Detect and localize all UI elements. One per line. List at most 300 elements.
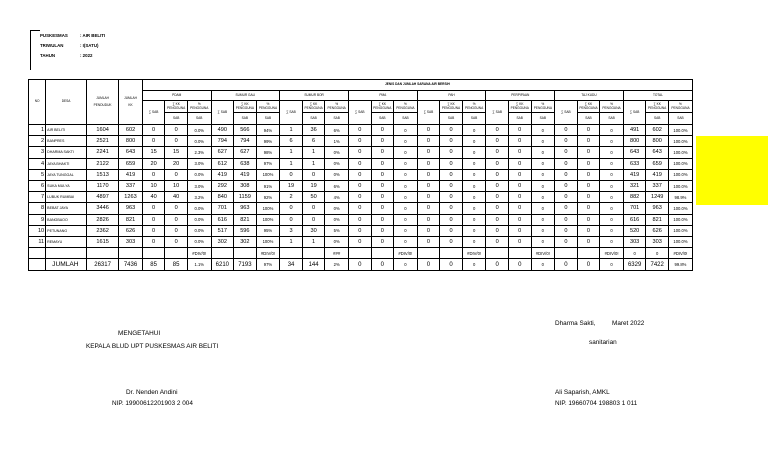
row-value: 0 (577, 147, 600, 158)
sub-sab-label: ∑ SAB (286, 109, 296, 114)
sub-kk-label-2: PENGGUNA (441, 105, 461, 110)
row-value: 0 (486, 169, 509, 180)
row-value: 3.2% (187, 192, 211, 203)
sub-sab-footer: SAB (646, 113, 669, 125)
row-value: 0 (302, 214, 325, 225)
total-no (29, 259, 46, 271)
row-value: 19 (302, 180, 325, 191)
row-value: 0 (508, 214, 531, 225)
row-value: 0 (462, 169, 486, 180)
sub-pct-label-2: PENGGUNA (464, 105, 484, 110)
row-value: 0 (280, 169, 303, 180)
row-value: 3.0% (187, 180, 211, 191)
row-value: 638 (234, 158, 257, 169)
row-value: 627 (211, 147, 234, 158)
row-value: 0 (555, 192, 578, 203)
row-value: 321 (623, 180, 646, 191)
category-sumur-bor: SUMUR BOR (280, 91, 349, 101)
row-value: 0 (531, 203, 555, 214)
row-value: 0 (394, 169, 418, 180)
row-value: 0 (486, 225, 509, 236)
row-value: 643 (646, 147, 669, 158)
row-value: 0.0% (187, 169, 211, 180)
total-value: 0 (394, 259, 418, 271)
row-value: 0 (371, 169, 394, 180)
sub-sab-footer: SAB (577, 113, 600, 125)
row-value: 0 (440, 136, 463, 147)
row-value: 602 (646, 125, 669, 136)
row-value: 0 (600, 236, 624, 247)
col-jumlah-penduduk-l2: PENDUDUK (93, 102, 112, 107)
row-value: 1249 (646, 192, 669, 203)
row-value: 0 (555, 147, 578, 158)
row-value: 419 (646, 169, 669, 180)
row-value: 0 (348, 158, 371, 169)
row-value: 100% (256, 214, 280, 225)
row-value: 627 (234, 147, 257, 158)
total-value: 2% (325, 259, 349, 271)
row-value: 0 (555, 158, 578, 169)
total-value: 0 (462, 259, 486, 271)
row-penduduk: 1615 (86, 236, 118, 247)
sub-sab-footer: SAB (668, 113, 692, 125)
row-value: 3 (280, 225, 303, 236)
total-value: 0 (486, 259, 509, 271)
row-value: 0 (394, 180, 418, 191)
row-value: 6% (325, 125, 349, 136)
row-value: 0 (508, 192, 531, 203)
sub-pct-header (325, 101, 349, 113)
row-value: 1159 (234, 192, 257, 203)
sub-kk-label-2: PENGGUNA (304, 105, 323, 110)
row-value: 701 (623, 203, 646, 214)
sign-left-nip: NIP. 19900612201903 2 004 (112, 400, 193, 407)
row-value: 0 (577, 225, 600, 236)
sub-pct-label: % (197, 102, 201, 107)
row-value: 0 (394, 147, 418, 158)
blank-row-value: #DIV/0! (256, 248, 280, 259)
row-penduduk: 2826 (86, 214, 118, 225)
row-value: 0 (462, 203, 486, 214)
sign-right-place: Dharma Sakti, (555, 320, 596, 327)
row-value: 15 (165, 147, 188, 158)
row-value: 0 (508, 147, 531, 158)
row-value: 40 (142, 192, 165, 203)
row-value: 800 (646, 136, 669, 147)
sub-pct-label-2: PENGGUNA (602, 105, 621, 110)
row-value: 963 (234, 203, 257, 214)
row-value: 0 (142, 236, 165, 247)
total-penduduk: 26317 (86, 259, 118, 271)
blank-row-value (486, 248, 509, 259)
row-value: 0 (348, 225, 371, 236)
total-value: 6210 (211, 259, 234, 271)
row-value: 0 (486, 236, 509, 247)
header-value-puskesmas: : AIR BELITI (80, 33, 106, 38)
row-value: 616 (211, 214, 234, 225)
blank-row-value (165, 248, 188, 259)
water-facility-table (28, 79, 693, 271)
row-value: 794 (234, 136, 257, 147)
sub-kk-label-2: PENGGUNA (235, 105, 254, 110)
header-value-tahun: : 2022 (80, 53, 93, 58)
row-value: 97% (256, 158, 280, 169)
row-value: 0 (371, 136, 394, 147)
row-value: 0 (577, 203, 600, 214)
row-kk: 643 (119, 147, 143, 158)
row-value: 0.0% (187, 203, 211, 214)
row-value: 99% (256, 136, 280, 147)
sub-pct-label: % (610, 102, 613, 107)
row-value: 0 (600, 180, 624, 191)
col-jumlah-kk (119, 80, 143, 125)
sub-kk-label-2: PENGGUNA (579, 105, 598, 110)
row-no: 7 (29, 192, 46, 203)
row-value: 633 (623, 158, 646, 169)
row-value: 0 (440, 125, 463, 136)
row-value: 0 (142, 125, 165, 136)
row-value: 0 (508, 125, 531, 136)
sign-right-name: Ali Saparish, AMKL (555, 389, 610, 396)
row-value: 626 (646, 225, 669, 236)
sub-pct-label: % (335, 102, 339, 107)
row-value: 0 (508, 180, 531, 191)
blank-row-value: 0 (623, 248, 646, 259)
total-value: 7193 (234, 259, 257, 271)
row-value: 419 (211, 169, 234, 180)
row-value: 1% (325, 136, 349, 147)
category-total: TOTAL (623, 91, 692, 101)
blank-row-value (555, 248, 578, 259)
row-desa: BANPRES (46, 136, 87, 147)
row-value: 616 (623, 214, 646, 225)
header-row-group (29, 80, 693, 91)
row-value: 0 (462, 214, 486, 225)
sign-right-nip: NIP. 19660704 198803 1 011 (555, 400, 638, 407)
blank-row-value (508, 248, 531, 259)
row-value: 0 (371, 180, 394, 191)
row-desa: SUKA MULYA (46, 180, 87, 191)
row-value: 0 (577, 192, 600, 203)
sub-pct-label-2: PENGGUNA (190, 105, 209, 110)
row-value: 882 (623, 192, 646, 203)
row-value: 10 (165, 180, 188, 191)
row-value: 0 (142, 169, 165, 180)
sub-sab-footer: SAB (440, 113, 463, 125)
row-kk: 303 (119, 236, 143, 247)
row-kk: 821 (119, 214, 143, 225)
row-value: 821 (234, 214, 257, 225)
sub-sab-footer: SAB (394, 113, 418, 125)
row-kk: 337 (119, 180, 143, 191)
row-value: 92% (256, 192, 280, 203)
row-value: 0 (577, 136, 600, 147)
row-value: 0 (417, 192, 440, 203)
row-value: 0 (348, 214, 371, 225)
sub-sab-footer: SAB (531, 113, 555, 125)
sub-sab-label: ∑ SAB (148, 109, 159, 114)
row-no: 11 (29, 236, 46, 247)
row-value: 0 (531, 225, 555, 236)
row-value: 337 (646, 180, 669, 191)
header-label-tahun: TAHUN (40, 53, 56, 58)
sub-kk-label: ∑ KK (516, 102, 524, 107)
row-value: 0.0% (187, 236, 211, 247)
blank-row-value (211, 248, 234, 259)
row-value: 50 (302, 192, 325, 203)
row-value: 0 (508, 169, 531, 180)
table-row (29, 192, 693, 203)
row-value: 1 (302, 158, 325, 169)
blank-row-value: #DIV/0! (668, 248, 692, 259)
group-title: JENIS DAN JUMLAH SARANA AIR BERSIH (142, 80, 692, 91)
row-value: 1 (302, 147, 325, 158)
row-value: 0 (531, 180, 555, 191)
blank-row-value (348, 248, 371, 259)
row-value: 303 (623, 236, 646, 247)
sub-pct-header (531, 101, 555, 113)
row-no: 2 (29, 136, 46, 147)
sub-pct-label-2: PENGGUNA (671, 105, 690, 110)
row-value: 1 (280, 125, 303, 136)
row-value: 0 (555, 225, 578, 236)
sign-left-knowing: MENGETAHUI (118, 330, 161, 337)
row-value: 0 (371, 236, 394, 247)
row-value: 100.0% (668, 147, 692, 158)
row-value: 963 (646, 203, 669, 214)
total-value: 1.1% (187, 259, 211, 271)
row-value: 100% (256, 169, 280, 180)
row-value: 0 (417, 158, 440, 169)
table-row (29, 125, 693, 136)
row-desa: PETUNANG (46, 225, 87, 236)
row-value: 0 (165, 169, 188, 180)
row-value: 0 (600, 203, 624, 214)
row-value: 800 (623, 136, 646, 147)
row-value: 0 (555, 214, 578, 225)
row-value: 0 (394, 136, 418, 147)
row-value: 0 (417, 203, 440, 214)
row-value: 0 (600, 158, 624, 169)
sub-sab-header (486, 101, 509, 125)
sub-kk-label: ∑ KK (172, 102, 180, 107)
row-value: 0 (462, 225, 486, 236)
row-kk: 1263 (119, 192, 143, 203)
sub-sab-label: ∑ SAB (561, 109, 571, 114)
row-value: 100.0% (668, 203, 692, 214)
sub-sab-footer: SAB (508, 113, 531, 125)
row-value: 0 (577, 214, 600, 225)
category-pdam: PDAM (142, 91, 211, 101)
row-penduduk: 1170 (86, 180, 118, 191)
row-value: 91% (256, 180, 280, 191)
blank-row-value (234, 248, 257, 259)
row-value: 0 (462, 125, 486, 136)
sub-sab-label: ∑ SAB (217, 109, 228, 114)
table-row (29, 225, 693, 236)
row-value: 0 (440, 158, 463, 169)
blank-cell (119, 248, 143, 259)
blank-cell (86, 248, 118, 259)
row-penduduk: 3446 (86, 203, 118, 214)
row-value: 0 (142, 214, 165, 225)
sub-kk-label-2: PENGGUNA (510, 105, 529, 110)
blank-cell (29, 248, 46, 259)
row-kk: 419 (119, 169, 143, 180)
blank-row-value (577, 248, 600, 259)
sub-sab-footer: SAB (256, 113, 280, 125)
row-value: 0 (165, 214, 188, 225)
sub-sab-header (348, 101, 371, 125)
sub-kk-header (165, 101, 188, 113)
row-kk: 963 (119, 203, 143, 214)
category-pah: PAH (417, 91, 486, 101)
row-value: 794 (211, 136, 234, 147)
row-value: 419 (234, 169, 257, 180)
sub-pct-label-2: PENGGUNA (327, 105, 346, 110)
row-value: 0 (280, 203, 303, 214)
row-value: 0 (394, 225, 418, 236)
row-value: 0 (371, 203, 394, 214)
row-value: 701 (211, 203, 234, 214)
row-value: 0 (600, 136, 624, 147)
row-value: 0 (486, 214, 509, 225)
row-value: 0% (325, 203, 349, 214)
row-value: 0 (508, 158, 531, 169)
row-value: 36 (302, 125, 325, 136)
row-value: 0 (555, 125, 578, 136)
row-value: 0 (440, 169, 463, 180)
row-value: 0 (417, 236, 440, 247)
row-value: 0 (531, 136, 555, 147)
col-jumlah-penduduk-l1: JUMLAH (96, 96, 109, 101)
row-value: 0 (577, 125, 600, 136)
row-value: 0 (531, 236, 555, 247)
sub-sab-footer: SAB (325, 113, 349, 125)
row-value: 0 (462, 192, 486, 203)
blank-cell (46, 248, 87, 259)
row-value: 0 (440, 147, 463, 158)
row-no: 4 (29, 158, 46, 169)
row-value: 0 (577, 158, 600, 169)
row-value: 0 (462, 180, 486, 191)
row-value: 0% (325, 158, 349, 169)
blank-row-value: #DIV/0! (600, 248, 624, 259)
row-value: 302 (211, 236, 234, 247)
total-value: 0 (371, 259, 394, 271)
row-no: 3 (29, 147, 46, 158)
total-value: 0 (440, 259, 463, 271)
sub-kk-header (302, 101, 325, 113)
sub-sab-header (142, 101, 165, 125)
sign-right-role: sanitarian (589, 339, 617, 346)
row-value: 0 (348, 236, 371, 247)
row-value: 0 (165, 236, 188, 247)
row-value: 0 (165, 225, 188, 236)
row-value: 0 (462, 236, 486, 247)
sub-pct-label: % (403, 102, 407, 107)
row-value: 0 (165, 125, 188, 136)
row-value: 0 (600, 192, 624, 203)
row-value: 0 (394, 192, 418, 203)
table-row (29, 147, 693, 158)
row-value: 0 (577, 169, 600, 180)
category-pma: PMA (348, 91, 417, 101)
row-value: 596 (234, 225, 257, 236)
row-value: 98.9% (668, 192, 692, 203)
row-value: 0 (394, 203, 418, 214)
row-value: 0% (325, 214, 349, 225)
row-value: 0 (577, 180, 600, 191)
row-value: 0 (462, 158, 486, 169)
sub-kk-label-2: PENGGUNA (648, 105, 667, 110)
row-value: 0 (531, 169, 555, 180)
header-label-puskesmas: PUSKESMAS (40, 33, 68, 38)
row-value: 0 (417, 169, 440, 180)
sub-sab-label: ∑ SAB (629, 109, 640, 114)
row-value: 491 (623, 125, 646, 136)
row-value: 0 (348, 203, 371, 214)
row-value: 0 (142, 136, 165, 147)
row-no: 10 (29, 225, 46, 236)
row-value: 0 (440, 225, 463, 236)
row-value: 0 (486, 203, 509, 214)
row-value: 0 (417, 214, 440, 225)
total-kk: 7436 (119, 259, 143, 271)
row-value: 0 (555, 203, 578, 214)
total-row (29, 259, 693, 271)
row-value: 419 (623, 169, 646, 180)
row-desa: AIR BELITI (46, 125, 87, 136)
table-row-blank (29, 248, 693, 259)
blank-row-value (142, 248, 165, 259)
row-desa: JAYA BHAKTI (46, 158, 87, 169)
row-kk: 602 (119, 125, 143, 136)
row-value: 0% (325, 169, 349, 180)
row-value: 0 (600, 214, 624, 225)
blank-row-value: #DIV/0! (187, 248, 211, 259)
row-value: 0 (508, 225, 531, 236)
sub-kk-header (234, 101, 257, 113)
row-desa: BANGBAOO (46, 214, 87, 225)
table-row (29, 203, 693, 214)
row-value: 302 (234, 236, 257, 247)
row-value: 2.3% (187, 147, 211, 158)
row-value: 0 (165, 203, 188, 214)
row-penduduk: 4897 (86, 192, 118, 203)
row-value: 0 (440, 203, 463, 214)
row-desa: REMAYU (46, 236, 87, 247)
row-value: 566 (234, 125, 257, 136)
row-value: 0 (486, 158, 509, 169)
row-value: 0 (394, 158, 418, 169)
row-value: 100.0% (668, 158, 692, 169)
row-value: 0 (371, 158, 394, 169)
row-value: 612 (211, 158, 234, 169)
row-value: 0 (508, 136, 531, 147)
highlight-block (696, 136, 768, 205)
row-kk: 659 (119, 158, 143, 169)
table-row (29, 169, 693, 180)
row-value: 517 (211, 225, 234, 236)
row-desa: LUBUK RUMBAI (46, 192, 87, 203)
sub-sab-footer: SAB (165, 113, 188, 125)
sub-sab-label: ∑ SAB (423, 109, 434, 114)
row-penduduk: 2122 (86, 158, 118, 169)
sub-sab-footer: SAB (371, 113, 394, 125)
row-value: 1 (302, 236, 325, 247)
header-value-triwulan: : I(SATU) (80, 43, 99, 48)
